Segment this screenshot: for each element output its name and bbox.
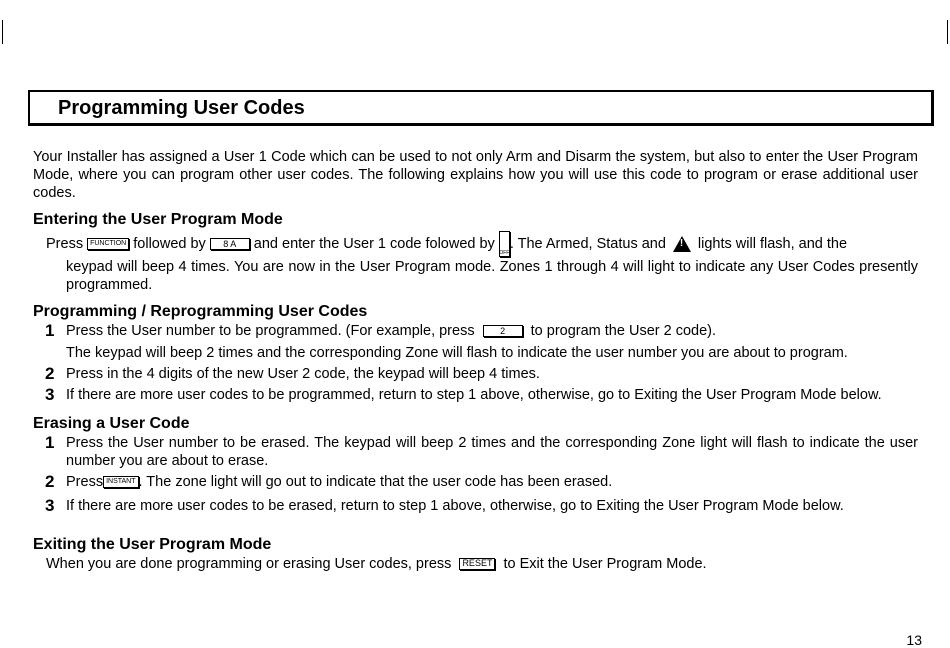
- erasing-heading: Erasing a User Code: [33, 415, 190, 432]
- armed-status-text: . The Armed, Status and: [509, 236, 666, 252]
- programming-step-2: [33, 365, 918, 383]
- programming-heading: Programming / Reprogramming User Codes: [33, 303, 368, 320]
- page-edge-mark-right: [947, 20, 948, 44]
- entering-instruction-line: [33, 230, 918, 258]
- step-text: If there are more user codes to be erased, return to step 1 above, otherwise, go to Exiting the User Program Mode below.: [66, 498, 844, 514]
- followed-by-text: followed by: [133, 236, 206, 252]
- step-number: 1: [45, 433, 55, 452]
- exiting-text: [33, 555, 918, 573]
- warning-triangle-icon: [673, 236, 691, 252]
- step-number: 2: [45, 364, 55, 383]
- erasing-step-3: [33, 497, 918, 515]
- page-edge-mark-left: [2, 20, 3, 44]
- lights-flash-text: lights will flash, and the: [697, 236, 848, 252]
- exiting-heading: Exiting the User Program Mode: [33, 536, 272, 553]
- enter-code-text: and enter the User 1 code folowed by: [253, 236, 495, 252]
- step-number: 3: [45, 385, 55, 404]
- step-number: 2: [45, 472, 55, 491]
- step-text: The keypad will beep 2 times and the corresponding Zone will flash to indicate the user number you are about to program.: [66, 345, 848, 361]
- erasing-step-2: [33, 473, 918, 491]
- exit-text: When you are done programming or erasing User codes, press: [46, 556, 452, 572]
- key-2-icon: 2: [483, 325, 523, 337]
- page-content: [33, 148, 918, 573]
- instant-key-icon: INSTANT: [103, 476, 138, 488]
- press-text: Press: [46, 236, 84, 252]
- step-text: If there are more user codes to be programmed, return to step 1 above, otherwise, go to Exiting the User Program Mode below.: [66, 387, 882, 403]
- step-number: 3: [45, 496, 55, 515]
- page-number: 13: [906, 632, 922, 648]
- step-text: Press the User number to be erased. The keypad will beep 2 times and the corresponding Zone light will flash to indicate the user number you are about to erase.: [66, 435, 918, 469]
- step-text: Press in the 4 digits of the new User 2 code, the keypad will beep 4 times.: [66, 366, 540, 382]
- step-text: Press: [66, 474, 104, 490]
- title-box: [28, 90, 934, 126]
- exit-text: to Exit the User Program Mode.: [503, 556, 707, 572]
- off-key-icon: OFF: [499, 231, 510, 257]
- page-title: Programming User Codes: [58, 97, 305, 119]
- reset-key-icon: RESET: [459, 558, 495, 570]
- step-number: 1: [45, 321, 55, 340]
- entering-continuation: keypad will beep 4 times. You are now in the User Program mode. Zones 1 through 4 will light to indicate any User Codes presently programmed.: [66, 259, 918, 293]
- function-key-icon: FUNCTION: [87, 238, 129, 250]
- programming-step-1: [33, 322, 918, 362]
- entering-heading: Entering the User Program Mode: [33, 211, 283, 228]
- step-text: to program the User 2 code).: [530, 323, 717, 339]
- intro-paragraph: Your Installer has assigned a User 1 Code which can be used to not only Arm and Disarm the system, but also to enter the User Program Mode, where you can program other user codes. The following explains how you will use this code to program or erase additional user codes.: [33, 149, 918, 201]
- erasing-step-1: [33, 434, 918, 470]
- step-text: Press the User number to be programmed. (For example, press: [66, 323, 475, 339]
- key-8a-icon: 8 A: [210, 238, 250, 250]
- programming-step-3: [33, 386, 918, 404]
- step-text: . The zone light will go out to indicate that the user code has been erased.: [138, 474, 613, 490]
